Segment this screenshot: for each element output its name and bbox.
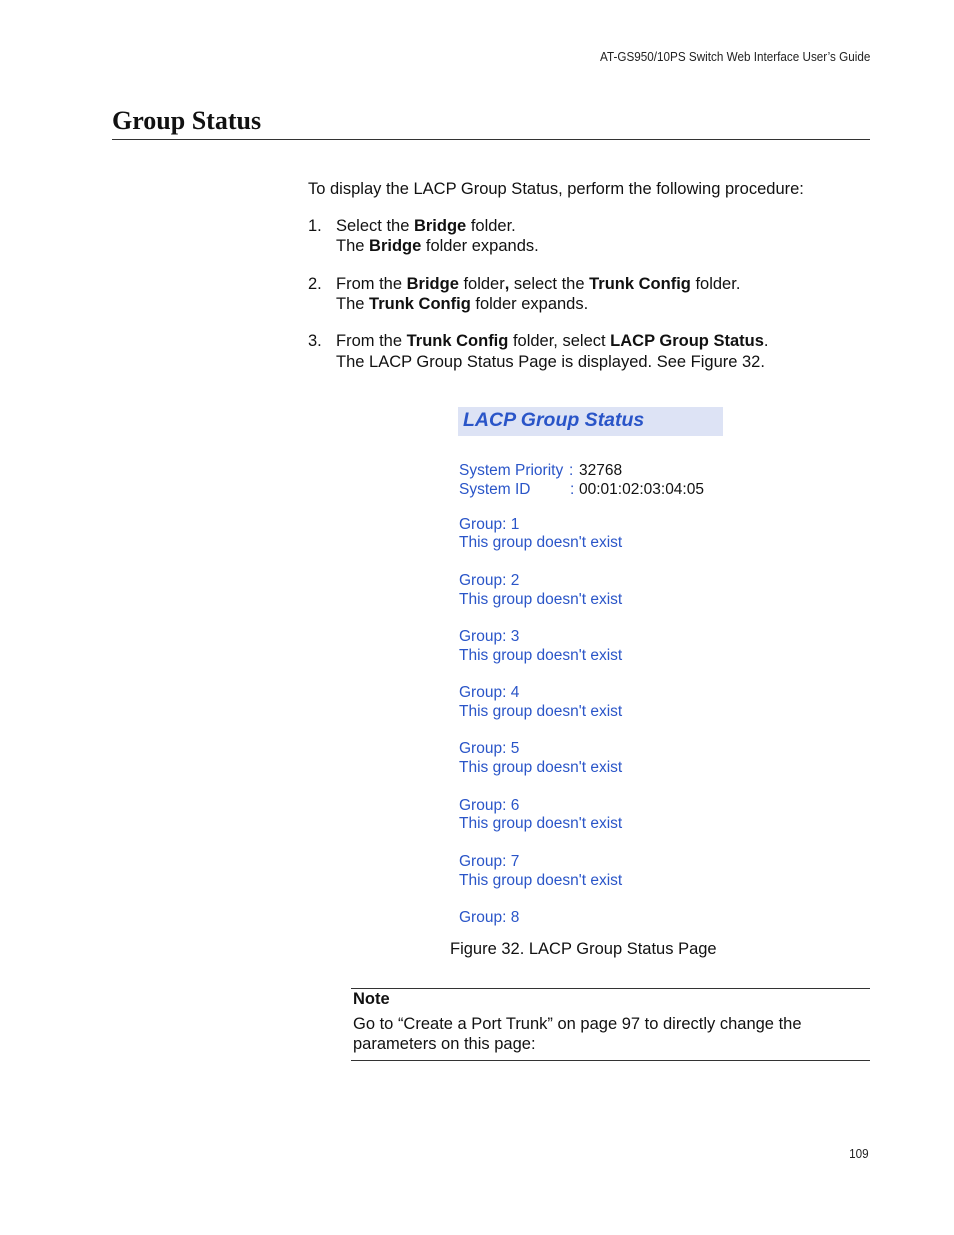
group-3-status: This group doesn't exist (459, 647, 623, 664)
text-run: The (336, 237, 370, 255)
group-7-status: This group doesn't exist (459, 872, 623, 889)
group-8-label: Group: 8 (459, 909, 520, 926)
step-3-number: 3. (308, 332, 322, 350)
page-number: 109 (849, 1146, 869, 1161)
system-id-separator: : (570, 481, 575, 498)
text-run: folder expands. (421, 237, 539, 255)
note-top-rule (351, 988, 870, 989)
group-3-label: Group: 3 (459, 628, 520, 645)
system-id-value: 00:01:02:03:04:05 (579, 481, 704, 498)
title-rule (112, 139, 870, 140)
group-4-label: Group: 4 (459, 684, 520, 701)
note-text-line-1: Go to “Create a Port Trunk” on page 97 to directly change the (353, 1015, 802, 1033)
text-run: From the (336, 332, 407, 350)
group-5-label: Group: 5 (459, 740, 520, 757)
text-run: Select the (336, 217, 414, 235)
step-1-number: 1. (308, 217, 322, 235)
step-2-number: 2. (308, 275, 322, 293)
step-1-instruction (336, 216, 516, 236)
text-run: select the (509, 275, 590, 293)
figure-caption: Figure 32. LACP Group Status Page (450, 940, 717, 958)
system-id-label: System ID (459, 481, 531, 498)
bold-term: , (504, 275, 510, 293)
group-1-label: Group: 1 (459, 516, 520, 533)
step-1-result (336, 236, 539, 256)
text-run: folder. (690, 275, 741, 293)
group-2-label: Group: 2 (459, 572, 520, 589)
bold-term: Bridge (406, 275, 459, 293)
text-run: folder expands. (470, 295, 589, 313)
note-text-line-2: parameters on this page: (353, 1035, 536, 1053)
system-priority-label: System Priority (459, 462, 564, 479)
section-title: Group Status (112, 106, 262, 135)
group-6-status: This group doesn't exist (459, 815, 623, 832)
figure-title: LACP Group Status (463, 409, 645, 431)
bold-term: LACP Group Status (610, 332, 764, 350)
note-heading: Note (353, 990, 390, 1008)
step-2-instruction (336, 274, 740, 294)
text-run: The LACP Group Status Page is displayed. See Figure 32. (336, 353, 765, 371)
intro-paragraph: To display the LACP Group Status, perform the following procedure: (308, 180, 804, 198)
note-bottom-rule (351, 1060, 870, 1061)
group-7-label: Group: 7 (459, 853, 520, 870)
bold-term: Trunk Config (406, 332, 509, 350)
step-3-instruction (336, 331, 768, 351)
group-2-status: This group doesn't exist (459, 591, 623, 608)
step-2-result (336, 294, 588, 314)
group-1-status: This group doesn't exist (459, 534, 623, 551)
bold-term: Bridge (413, 217, 467, 235)
text-run: . (763, 332, 769, 350)
bold-term: Trunk Config (589, 275, 691, 293)
running-header: AT-GS950/10PS Switch Web Interface User’s Guide (599, 49, 870, 64)
group-6-label: Group: 6 (459, 797, 520, 814)
bold-term: Trunk Config (369, 295, 471, 313)
bold-term: Bridge (369, 237, 422, 255)
group-5-status: This group doesn't exist (459, 759, 623, 776)
text-run: folder, select (508, 332, 611, 350)
text-run: folder. (466, 217, 516, 235)
text-run: From the (336, 275, 407, 293)
system-priority-separator: : (569, 462, 574, 479)
step-3-result (336, 352, 765, 372)
text-run: The (336, 295, 370, 313)
text-run: folder (458, 275, 505, 293)
system-priority-value: 32768 (579, 462, 623, 479)
group-4-status: This group doesn't exist (459, 703, 623, 720)
